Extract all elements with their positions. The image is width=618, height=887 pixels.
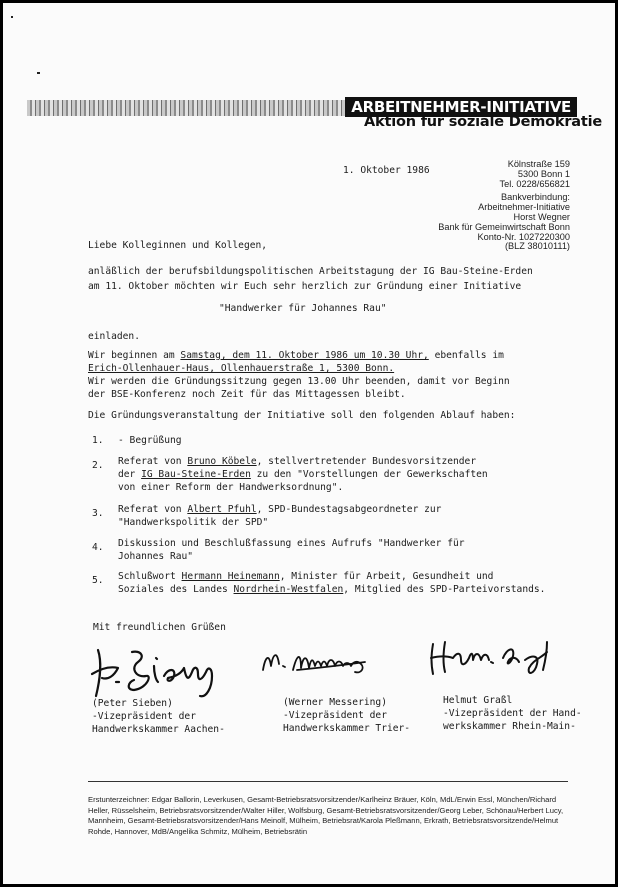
initiative-name: "Handwerker für Johannes Rau" [219, 303, 387, 314]
organization-subtitle: Aktion für soziale Demokratie [364, 114, 603, 130]
schedule-text: Wir beginnen am [88, 350, 181, 361]
union-name: IG Bau-Steine-Erden [141, 469, 251, 480]
bank-account: Konto-Nr. 1027220300 [477, 231, 570, 242]
agenda-text: Referat von [118, 504, 188, 515]
agenda-number: 4. [92, 542, 104, 553]
agenda-number: 5. [92, 575, 104, 586]
footer-first-signatories: Erstunterzeichner: Edgar Ballorin, Leverkusen, Gesamt-Betriebsratsvorsitzender/Karlheinz Bräuer, Köln, MdL/Erwin Essl, München/Richard Heller, Rüsselsheim, Betriebsratsvorsitzender/Walter Hiller, Wolfsburg, Gesamt-Betriebsratsvorsitzender/Georg Leber, Schönau/Herbert Lucy, Mannheim, Gesamt-Betriebsratsvorsitzender/Hans Meinolf, Mülheim, Betriebsrat/Karola Pleßmann, Erkrath, Betriebsratsvorsitzende/Helmut Rohde, Hannover, MdB/Angelika Schmitz, Mülheim, Betriebsrätin [88, 795, 564, 836]
address-street: Kölnstraße 159 [507, 159, 570, 169]
scan-speck [11, 16, 13, 18]
signature-sieben [88, 632, 238, 702]
agenda-text: zu den "Vorstellungen der Gewerkschaften [250, 469, 488, 480]
bank-heading: Bankverbindung: [501, 192, 570, 203]
agenda-text: , SPD-Bundestagsabgeordneter zur [256, 504, 442, 515]
agenda-text: , stellvertretender Bundesvorsitzender [256, 456, 477, 467]
address-city: 5300 Bonn 1 [517, 168, 570, 179]
signatory-name: Helmut Graßl [443, 695, 513, 706]
agenda-intro: Die Gründungsveranstaltung der Initiative soll den folgenden Ablauf haben: [88, 410, 516, 421]
signatory-name: (Werner Messering) [283, 697, 387, 708]
intro-line: anläßlich der berufsbildungspolitischen Arbeitstagung der IG Bau-Steine-Erden [88, 266, 533, 277]
schedule-text: ebenfalls im [428, 350, 504, 361]
agenda-item-text: von einer Reform der Handwerksordnung". [118, 482, 344, 493]
invite-line: einladen. [88, 331, 140, 342]
signature-messering [257, 640, 385, 688]
address-phone: Tel. 0228/656821 [499, 178, 570, 189]
schedule-line: Wir werden die Gründungssitzung gegen 13.00 Uhr beenden, damit vor Beginn [88, 376, 510, 387]
state-name: Nordrhein-Westfalen [233, 584, 344, 595]
address-block [436, 160, 570, 252]
footer-divider [88, 781, 568, 782]
agenda-number: 3. [92, 508, 104, 519]
agenda-item-text: "Handwerkspolitik der SPD" [118, 517, 269, 528]
agenda-item-text [118, 584, 545, 595]
agenda-item-text [118, 469, 488, 480]
agenda-number: 1. [92, 435, 104, 446]
signatory-org: werkskammer Rhein-Main- [443, 721, 576, 732]
bank-line: Arbeitnehmer-Initiative [478, 202, 570, 213]
bank-line: Horst Wegner [513, 211, 570, 222]
agenda-item-text [118, 571, 493, 582]
schedule-line: der BSE-Konferenz noch Zeit für das Mittagessen bleibt. [88, 389, 406, 400]
speaker-name: Bruno Köbele [187, 456, 257, 467]
agenda-item-text [118, 504, 441, 515]
agenda-item-text [118, 456, 476, 467]
closing-greeting: Mit freundlichen Grüßen [93, 622, 226, 633]
signatory-role: -Vizepräsident der [283, 710, 387, 721]
agenda-item-text: Diskussion und Beschlußfassung eines Aufrufs "Handwerker für [118, 538, 465, 549]
agenda-text: Soziales des Landes [118, 584, 234, 595]
agenda-text: Referat von [118, 456, 188, 467]
schedule-line [88, 350, 504, 361]
bank-blz: (BLZ 38010111) [504, 241, 570, 252]
agenda-text: Schlußwort [118, 571, 182, 582]
signatory-name: (Peter Sieben) [92, 698, 173, 709]
signatory-org: Handwerkskammer Trier- [283, 723, 411, 734]
agenda-item-text: Johannes Rau" [118, 551, 194, 562]
signatory-role: -Vizepräsident der [92, 711, 196, 722]
letter-date: 1. Oktober 1986 [343, 165, 430, 176]
signatory-role: -Vizepräsident der Hand- [443, 708, 582, 719]
agenda-text: , Mitglied des SPD-Parteivorstands. [343, 584, 546, 595]
scan-speck [37, 72, 40, 74]
signature-grassl [425, 630, 575, 686]
signatory-org: Handwerkskammer Aachen- [92, 724, 225, 735]
speaker-name: Albert Pfuhl [187, 504, 257, 515]
agenda-text: der [118, 469, 142, 480]
organization-name: ARBEITNEHMER-INITIATIVE [345, 97, 577, 117]
event-date: Samstag, dem 11. Oktober 1986 um 10.30 Uhr, [180, 350, 429, 361]
salutation: Liebe Kolleginnen und Kollegen, [88, 240, 268, 251]
event-venue: Erich-Ollenhauer-Haus, Ollenhauerstraße 1, 5300 Bonn. [88, 363, 395, 374]
agenda-text: , Minister für Arbeit, Gesundheit und [279, 571, 494, 582]
speaker-name: Hermann Heinemann [181, 571, 280, 582]
intro-line: am 11. Oktober möchten wir Euch sehr herzlich zur Gründung einer Initiative [88, 281, 522, 292]
bank-line: Bank für Gemeinwirtschaft Bonn [438, 221, 570, 232]
agenda-number: 2. [92, 460, 104, 471]
agenda-item-text: - Begrüßung [118, 435, 182, 446]
